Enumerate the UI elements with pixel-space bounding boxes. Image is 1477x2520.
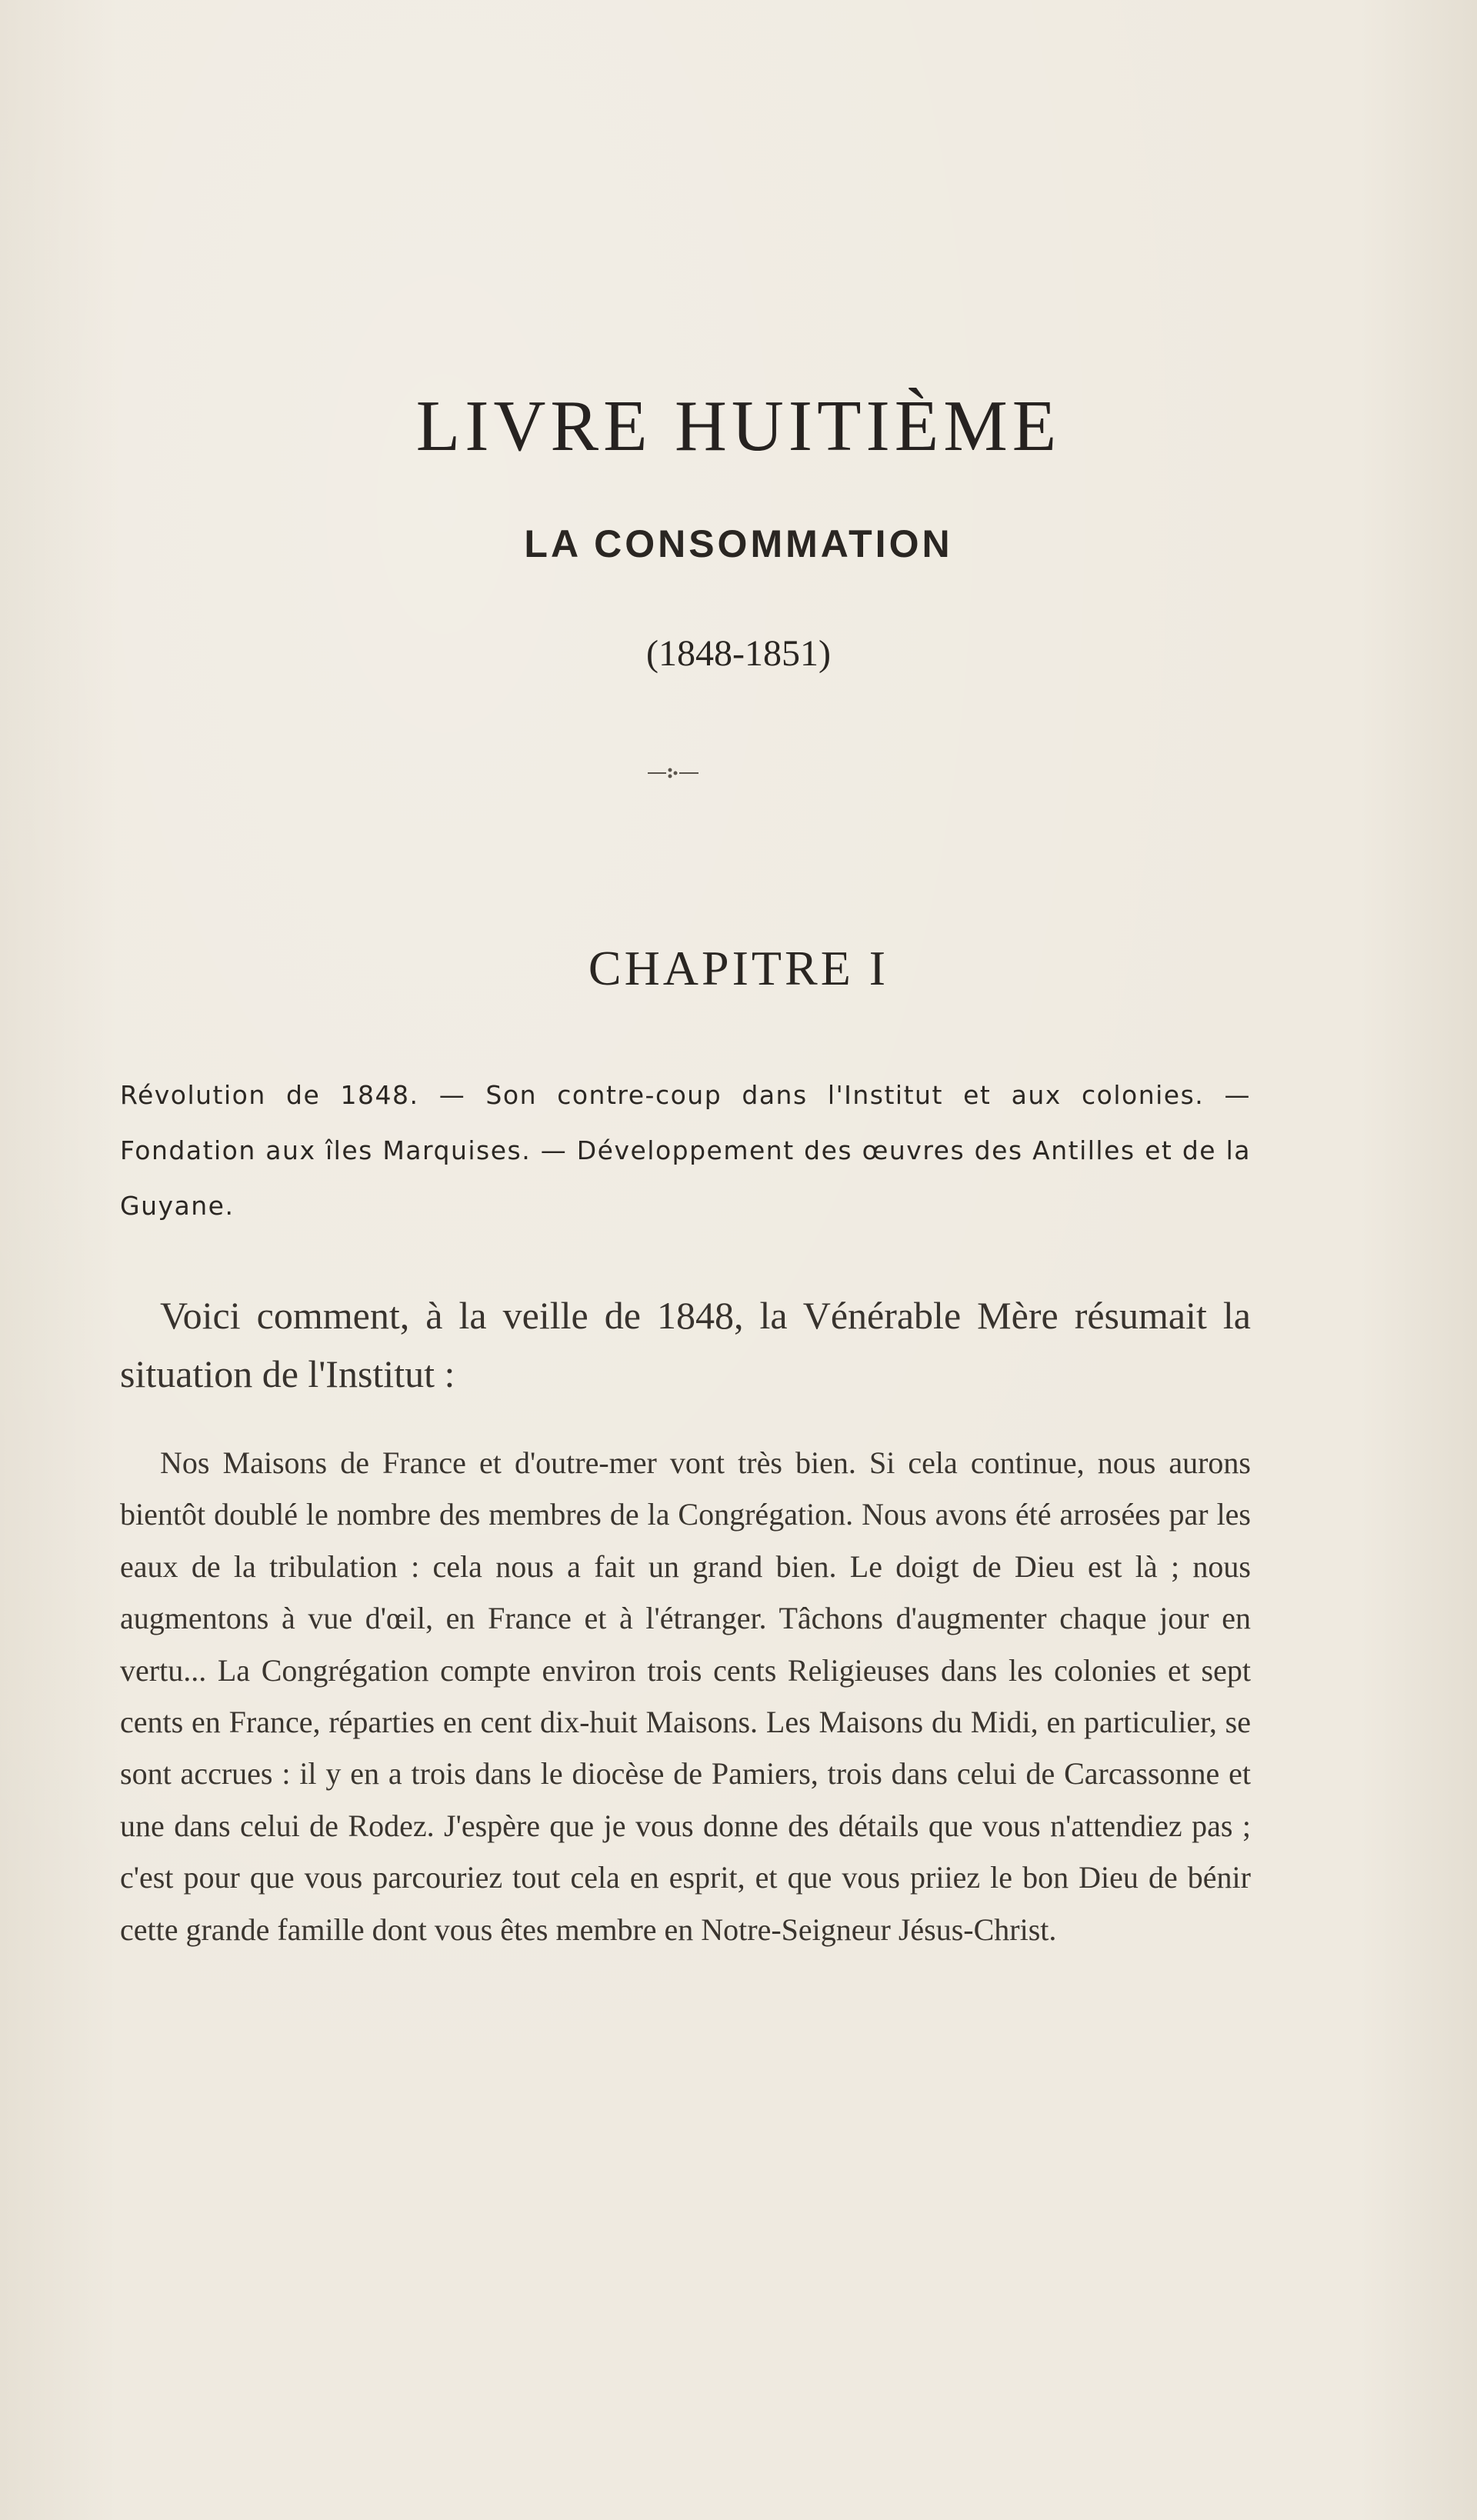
chapter-summary: Révolution de 1848. — Son contre-coup dans l'Institut et aux colonies. — Fondation aux îles Marquises. — Développement des œuvres des Antilles et de la Guyane.: [120, 1080, 1251, 1221]
chapter-title: CHAPITRE I: [588, 941, 889, 995]
book-subtitle: LA CONSOMMATION: [524, 522, 953, 565]
intro-paragraph: Voici comment, à la veille de 1848, la Vénérable Mère résumait la situation de l'Institut :: [120, 1294, 1251, 1395]
ornament-divider-icon: [646, 762, 700, 785]
quoted-letter: Nos Maisons de France et d'outre-mer vont très bien. Si cela continue, nous aurons bientôt doublé le nombre des membres de la Congrégation. Nous avons été arrosées par les eaux de la tribulation : cela nous a fait un grand bien. Le doigt de Dieu est là ; nous augmentons à vue d'œil, en France et à l'étranger. Tâchons d'augmenter chaque jour en vertu... La Congrégation compte environ trois cents Religieuses dans les colonies et sept cents en France, réparties en cent dix-huit Maisons. Les Maisons du Midi, en particulier, se sont accrues : il y en a trois dans le diocèse de Pamiers, trois dans celui de Carcassonne et une dans celui de Rodez. J'espère que je vous donne des détails que vous n'attendiez pas ; c'est pour que vous parcouriez tout cela en esprit, et que vous priiez le bon Dieu de bénir cette grande famille dont vous êtes membre en Notre-Seigneur Jésus-Christ.: [120, 1445, 1251, 1947]
book-title: LIVRE HUITIÈME: [415, 386, 1062, 466]
book-dates: (1848-1851): [646, 633, 831, 674]
